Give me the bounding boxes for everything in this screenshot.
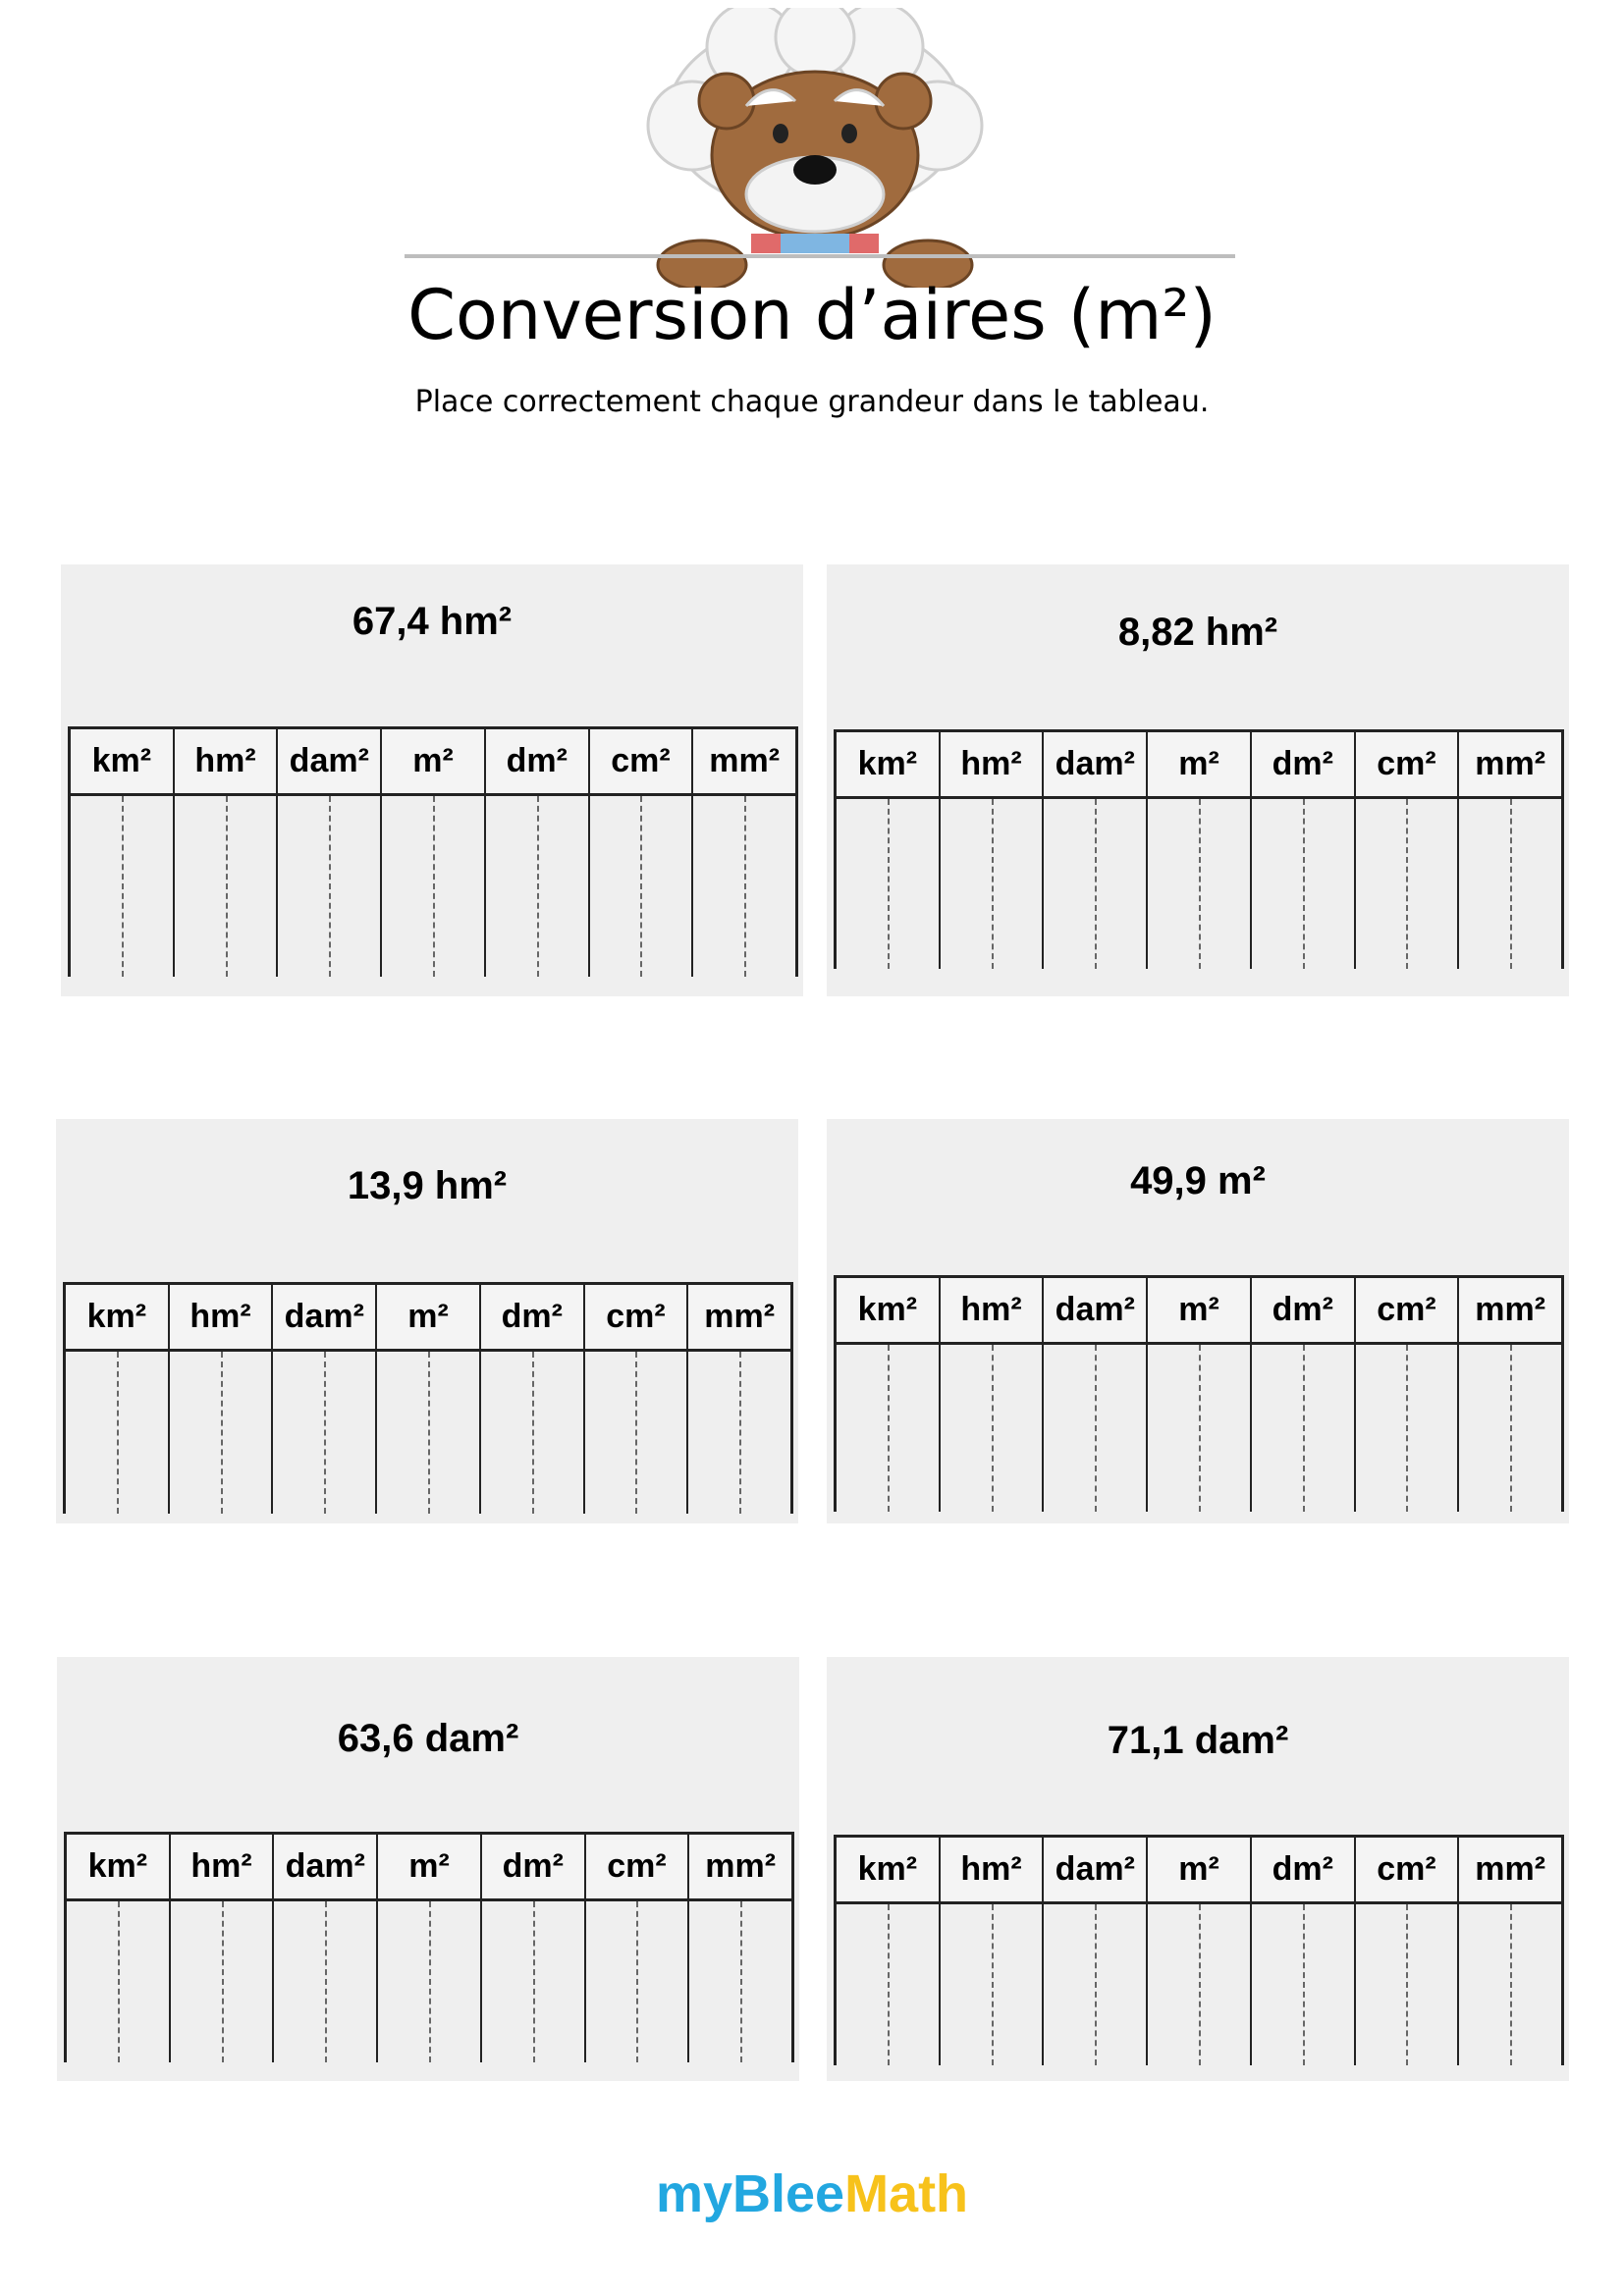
unit-header-hm2: hm² [170,1285,274,1349]
answer-cell[interactable] [586,1901,690,2062]
unit-header-dm2: dm² [1252,732,1356,796]
answer-cell[interactable] [1252,1904,1356,2065]
unit-header-dam2: dam² [278,729,382,793]
unit-header-km2: km² [66,1285,170,1349]
unit-header-cm2: cm² [1356,1278,1460,1342]
exercise-value: 13,9 hm² [347,1164,508,1207]
answer-cell[interactable] [482,1901,586,2062]
table-answer-row [68,796,798,977]
exercise-card [57,1657,799,2081]
unit-header-m2: m² [1148,1838,1252,1901]
unit-header-cm2: cm² [585,1285,689,1349]
table-header-row [834,1835,1564,1904]
answer-cell[interactable] [67,1901,171,2062]
answer-cell[interactable] [1148,1904,1252,2065]
unit-header-dam2: dam² [1044,1838,1148,1901]
answer-cell[interactable] [170,1352,274,1514]
unit-header-cm2: cm² [1356,732,1460,796]
unit-header-cm2: cm² [586,1835,690,1898]
exercise-card [827,1119,1569,1523]
answer-cell[interactable] [1252,799,1356,969]
exercise-card [61,564,803,996]
answer-cell[interactable] [274,1901,378,2062]
conversion-table [834,729,1564,969]
unit-header-m2: m² [377,1285,481,1349]
answer-cell[interactable] [273,1352,377,1514]
unit-header-cm2: cm² [590,729,694,793]
exercise-card [56,1119,798,1523]
unit-header-m2: m² [378,1835,482,1898]
answer-cell[interactable] [1459,1345,1561,1512]
answer-cell[interactable] [941,1345,1045,1512]
exercise-value: 49,9 m² [1130,1159,1266,1202]
answer-cell[interactable] [382,796,486,977]
answer-cell[interactable] [175,796,279,977]
table-header-row [834,729,1564,799]
answer-cell[interactable] [486,796,590,977]
answer-cell[interactable] [1148,799,1252,969]
unit-header-dam2: dam² [274,1835,378,1898]
answer-cell[interactable] [1044,1345,1148,1512]
answer-cell[interactable] [1252,1345,1356,1512]
unit-header-m2: m² [382,729,486,793]
unit-header-hm2: hm² [175,729,279,793]
table-answer-row [63,1352,793,1514]
answer-cell[interactable] [1148,1345,1252,1512]
exercise-card [827,1657,1569,2081]
answer-cell[interactable] [71,796,175,977]
brand-name-part2: Math [844,2164,969,2223]
conversion-table [68,726,798,977]
table-header-row [64,1832,794,1901]
answer-cell[interactable] [590,796,694,977]
answer-cell[interactable] [941,799,1045,969]
unit-header-mm2: mm² [705,1847,777,1885]
unit-header-mm2: mm² [704,1298,776,1335]
answer-cell[interactable] [171,1901,275,2062]
brand-name-part1: myBlee [655,2164,845,2223]
conversion-table [64,1832,794,2062]
answer-cell[interactable] [941,1904,1045,2065]
unit-header-dm2: dm² [1252,1838,1356,1901]
table-header-row [834,1275,1564,1345]
exercise-value: 63,6 dam² [337,1717,519,1760]
answer-cell[interactable] [1044,1904,1148,2065]
exercise-value: 8,82 hm² [1117,611,1278,654]
answer-cell[interactable] [693,796,795,977]
table-answer-row [834,799,1564,969]
brand-logo [0,2160,1624,2228]
unit-header-dam2: dam² [1044,1278,1148,1342]
exercise-value: 71,1 dam² [1107,1719,1289,1762]
worksheet-header [0,0,1624,452]
table-header-row [68,726,798,796]
answer-cell[interactable] [1356,1904,1460,2065]
unit-header-hm2: hm² [941,732,1045,796]
answer-cell[interactable] [837,1345,941,1512]
answer-cell[interactable] [1356,1345,1460,1512]
answer-cell[interactable] [1044,799,1148,969]
unit-header-hm2: hm² [171,1835,275,1898]
exercise-value: 67,4 hm² [352,600,513,643]
unit-header-hm2: hm² [941,1278,1045,1342]
conversion-table [63,1282,793,1514]
unit-header-mm2: mm² [1475,1850,1546,1888]
page-title: Conversion d’aires (m²) [407,275,1217,355]
unit-header-dm2: dm² [482,1835,586,1898]
unit-header-m2: m² [1148,732,1252,796]
unit-header-mm2: mm² [1475,745,1546,782]
unit-header-dm2: dm² [1252,1278,1356,1342]
answer-cell[interactable] [1356,799,1460,969]
answer-cell[interactable] [66,1352,170,1514]
unit-header-dm2: dm² [481,1285,585,1349]
unit-header-dm2: dm² [486,729,590,793]
bear-mascot-icon [633,8,997,288]
answer-cell[interactable] [585,1352,689,1514]
answer-cell[interactable] [688,1352,790,1514]
unit-header-km2: km² [837,732,941,796]
unit-header-km2: km² [837,1838,941,1901]
answer-cell[interactable] [378,1901,482,2062]
table-answer-row [834,1345,1564,1512]
unit-header-mm2: mm² [1475,1291,1546,1328]
table-answer-row [834,1904,1564,2065]
answer-cell[interactable] [278,796,382,977]
conversion-table [834,1835,1564,2065]
answer-cell[interactable] [837,1904,941,2065]
answer-cell[interactable] [1459,799,1561,969]
answer-cell[interactable] [481,1352,585,1514]
unit-header-hm2: hm² [941,1838,1045,1901]
answer-cell[interactable] [377,1352,481,1514]
unit-header-dam2: dam² [273,1285,377,1349]
unit-header-km2: km² [837,1278,941,1342]
answer-cell[interactable] [1459,1904,1561,2065]
unit-header-km2: km² [71,729,175,793]
unit-header-km2: km² [67,1835,171,1898]
unit-header-mm2: mm² [709,742,781,779]
conversion-table [834,1275,1564,1512]
table-header-row [63,1282,793,1352]
answer-cell[interactable] [837,799,941,969]
exercise-card [827,564,1569,996]
header-divider [405,254,1235,258]
page-instructions: Place correctement chaque grandeur dans le tableau. [414,385,1210,419]
unit-header-dam2: dam² [1044,732,1148,796]
unit-header-cm2: cm² [1356,1838,1460,1901]
table-answer-row [64,1901,794,2062]
unit-header-m2: m² [1148,1278,1252,1342]
answer-cell[interactable] [689,1901,791,2062]
